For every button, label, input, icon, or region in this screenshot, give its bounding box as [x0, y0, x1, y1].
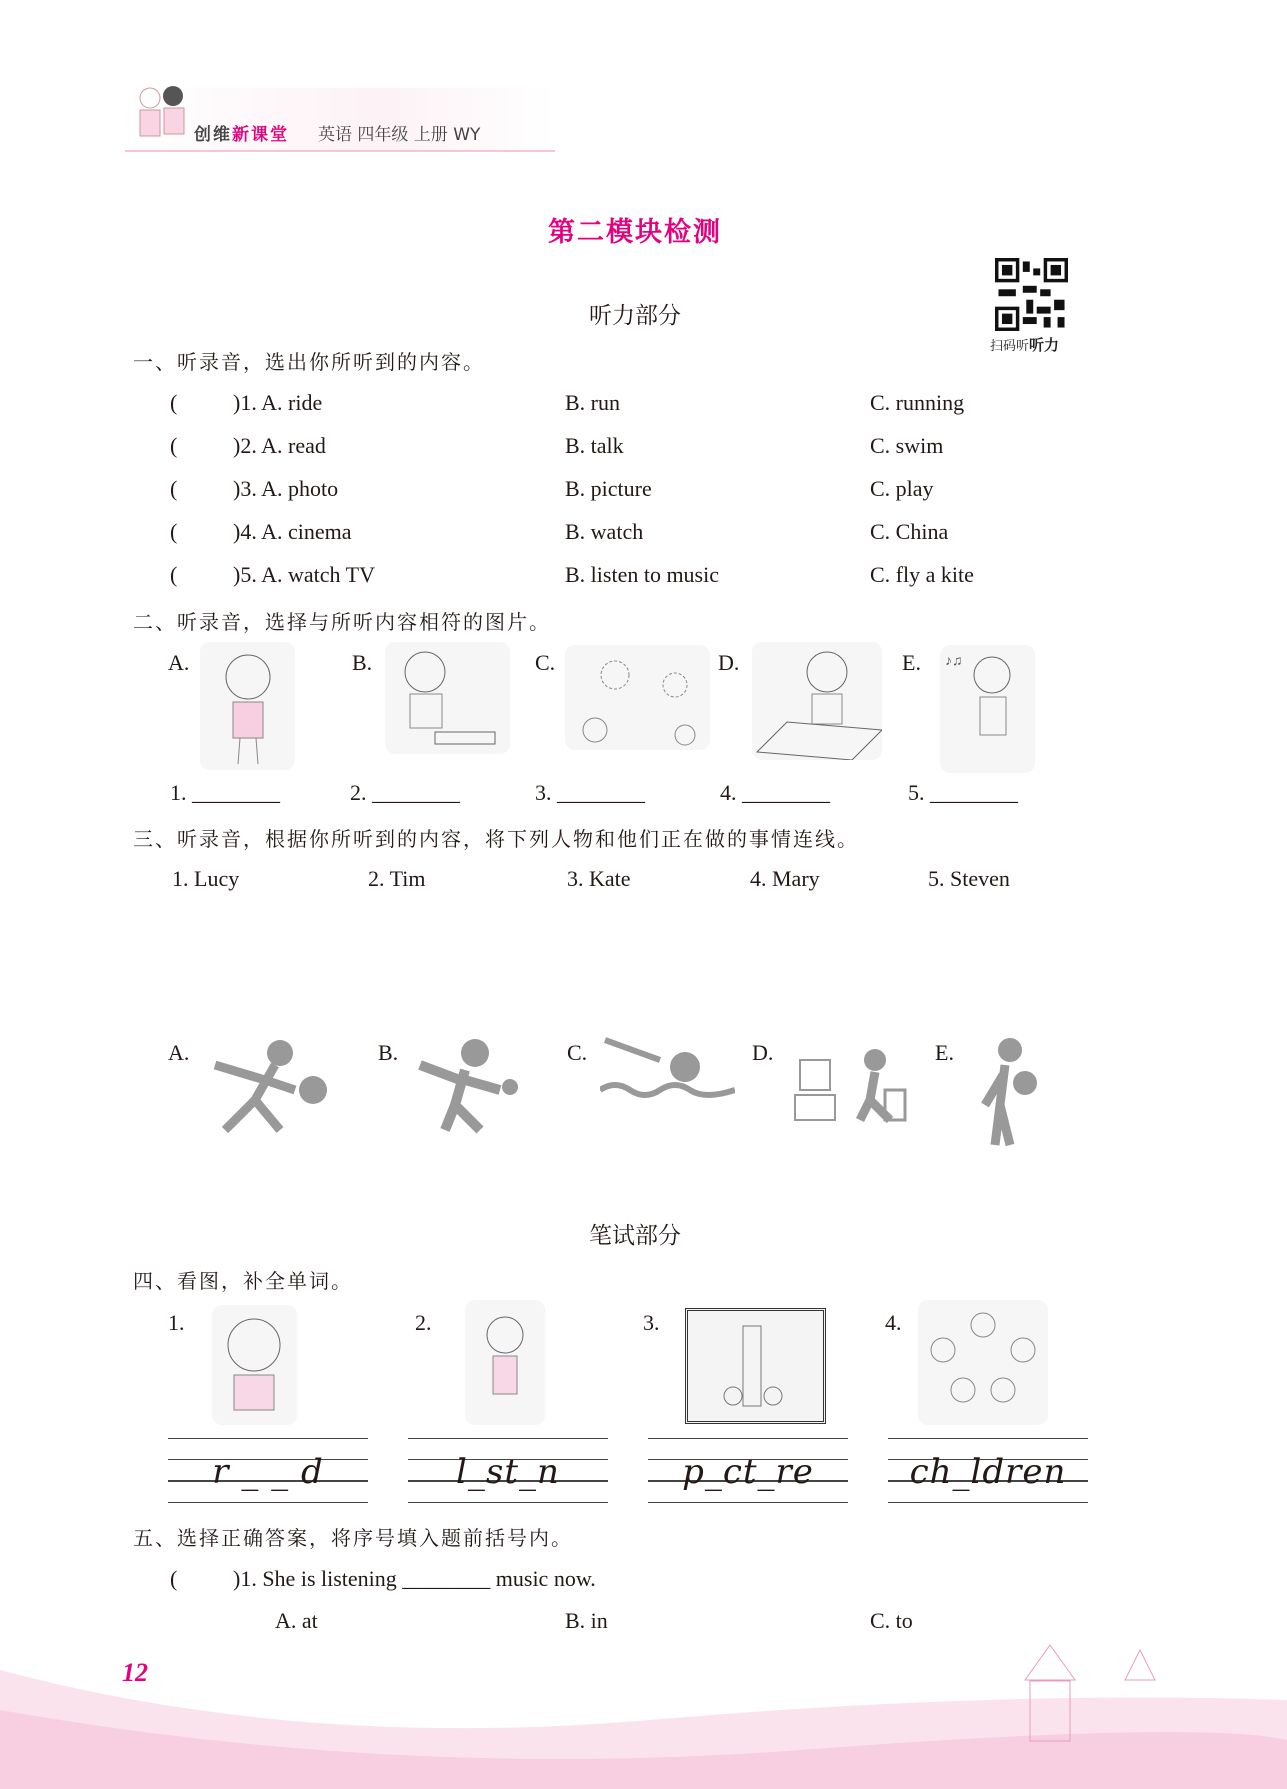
answer-bracket[interactable]: (: [170, 476, 178, 501]
answer-bracket[interactable]: (: [170, 519, 178, 544]
word-fill[interactable]: l_st_n: [456, 1452, 560, 1492]
dancing-silhouette: [410, 1035, 525, 1135]
writing-lines-2[interactable]: [408, 1438, 608, 1502]
activity-label-b: B.: [378, 1040, 399, 1065]
option-a: )2. A. read: [233, 433, 326, 458]
playing-basketball-silhouette: [975, 1035, 1040, 1150]
boy-reading-picture: [752, 642, 882, 760]
option-c: C. China: [870, 519, 949, 544]
picture-label-c: C.: [535, 650, 556, 675]
answer-blank[interactable]: 2. ________: [350, 780, 460, 805]
page-number: 12: [122, 1658, 148, 1687]
item-number: 1.: [168, 1310, 185, 1335]
answer-bracket[interactable]: (: [170, 390, 178, 415]
playing-football-silhouette: [195, 1035, 330, 1135]
girl-thinking-picture: [200, 642, 295, 770]
option-b: B. run: [565, 390, 620, 415]
option-c: C. play: [870, 476, 934, 501]
section-1-heading: 一、听录音，选出你所听到的内容。: [133, 350, 485, 374]
girl-riding-picture: [212, 1305, 297, 1425]
qr-label-a: 扫码听: [990, 339, 1030, 354]
writing-lines-3[interactable]: [648, 1438, 848, 1502]
option-c: C. fly a kite: [870, 562, 974, 587]
brand-part-a: 创维: [194, 125, 232, 145]
picture-label-a: A.: [168, 650, 190, 675]
brand-part-b: 新课堂: [232, 125, 289, 145]
activity-label-c: C.: [567, 1040, 588, 1065]
picture-label-d: D.: [718, 650, 740, 675]
option-b: B. picture: [565, 476, 652, 501]
answer-blank[interactable]: 3. ________: [535, 780, 645, 805]
item-number: 2.: [415, 1310, 432, 1335]
answer-bracket[interactable]: (: [170, 433, 178, 458]
option-b: B. watch: [565, 519, 644, 544]
picture-label-b: B.: [352, 650, 373, 675]
person-name: 2. Tim: [368, 866, 426, 891]
person-name: 3. Kate: [567, 866, 631, 891]
option-a: )1. A. ride: [233, 390, 323, 415]
option-a: )4. A. cinema: [233, 519, 352, 544]
footer-wave: [0, 1640, 1287, 1789]
word-fill[interactable]: r _ _ d: [212, 1452, 324, 1492]
activity-label-a: A.: [168, 1040, 190, 1065]
person-name: 4. Mary: [750, 866, 820, 891]
picture-frame: [685, 1308, 826, 1424]
section-2-heading: 二、听录音，选择与所听内容相符的图片。: [133, 610, 551, 634]
option-b: B. talk: [565, 433, 624, 458]
children-picture: [918, 1300, 1048, 1425]
item-number: 3.: [643, 1310, 660, 1335]
section-4-heading: 四、看图，补全单词。: [133, 1269, 353, 1293]
boy-toy-train-picture: [385, 642, 510, 754]
page-title: 第二模块检测: [548, 217, 722, 248]
header-girls-illustration: [128, 82, 196, 152]
activity-label-d: D.: [752, 1040, 774, 1065]
writing-lines-1[interactable]: [168, 1438, 368, 1502]
writing-section-title: 笔试部分: [589, 1223, 681, 1249]
option-c: C. to: [870, 1608, 913, 1633]
listening-section-title: 听力部分: [589, 303, 681, 329]
person-name: 1. Lucy: [172, 866, 240, 891]
swimming-silhouette: [600, 1035, 735, 1100]
word-fill[interactable]: p_ct_re: [682, 1452, 814, 1492]
option-a: A. at: [275, 1608, 318, 1633]
header-brand: [194, 120, 289, 145]
activity-label-e: E.: [935, 1040, 954, 1065]
girl-listening-picture: [465, 1300, 545, 1425]
answer-blank[interactable]: 4. ________: [720, 780, 830, 805]
boy-singing-picture: [940, 645, 1035, 773]
answer-bracket[interactable]: (: [170, 1566, 178, 1591]
picture-label-e: E.: [902, 650, 921, 675]
writing-lines-4[interactable]: [888, 1438, 1088, 1502]
qr-label: [990, 334, 1059, 355]
section-5-heading: 五、选择正确答案，将序号填入题前括号内。: [133, 1526, 573, 1550]
option-b: B. in: [565, 1608, 608, 1633]
person-name: 5. Steven: [928, 866, 1010, 891]
item-number: 4.: [885, 1310, 902, 1335]
option-a: )3. A. photo: [233, 476, 339, 501]
svg-text:♪♫: ♪♫: [945, 654, 963, 669]
option-a: )5. A. watch TV: [233, 562, 375, 587]
watching-tv-silhouette: [790, 1040, 925, 1125]
answer-blank[interactable]: 5. ________: [908, 780, 1018, 805]
qr-label-b: 听力: [1029, 336, 1060, 354]
answer-bracket[interactable]: (: [170, 562, 178, 587]
answer-blank[interactable]: 1. ________: [170, 780, 280, 805]
word-fill[interactable]: ch_ldren: [909, 1452, 1067, 1492]
question-text: )1. She is listening ________ music now.: [233, 1566, 596, 1591]
option-b: B. listen to music: [565, 562, 719, 587]
header-subject: 英语 四年级 上册 WY: [318, 125, 481, 145]
option-c: C. running: [870, 390, 965, 415]
section-3-heading: 三、听录音，根据你所听到的内容，将下列人物和他们正在做的事情连线。: [133, 827, 859, 851]
option-c: C. swim: [870, 433, 944, 458]
animals-riding-picture: [565, 645, 710, 750]
